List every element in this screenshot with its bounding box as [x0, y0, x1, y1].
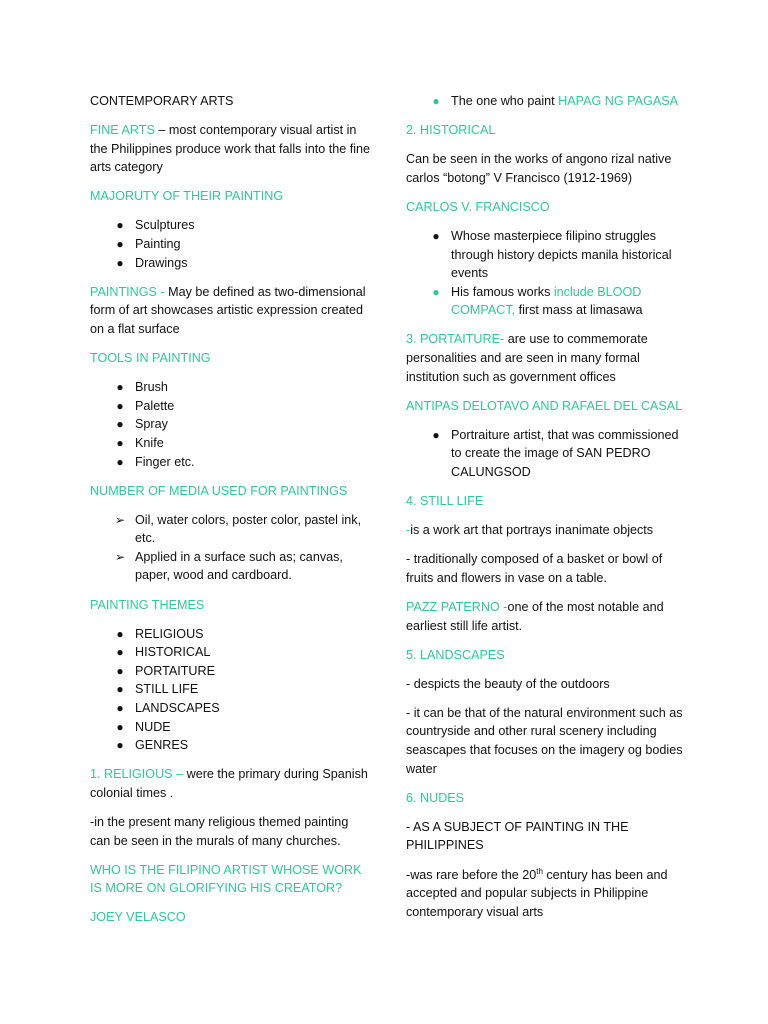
tools-heading: TOOLS IN PAINTING — [90, 351, 211, 366]
list-item — [116, 397, 372, 416]
nudes-text-2a: -was rare before the 20 — [406, 867, 537, 882]
bullet-icon: ● — [432, 94, 440, 108]
list-item — [116, 453, 372, 472]
themes-heading: PAINTING THEMES — [90, 597, 205, 612]
bullet-icon: ● — [432, 228, 440, 243]
list-item — [432, 92, 688, 111]
nudes-heading: 6. NUDES — [406, 790, 465, 805]
list-item — [116, 680, 372, 699]
portraiture-label: 3. PORTAITURE- — [406, 332, 508, 347]
list-item — [116, 736, 372, 755]
paintings-text: May be defined as two-dimensional form of art showcases artistic expression created on a flat surface — [90, 284, 366, 336]
antipas-heading: ANTIPAS DELOTAVO AND RAFAEL DEL CASAL — [406, 398, 683, 413]
pazz-label: PAZZ PATERNO - — [406, 599, 508, 614]
bullet-icon: ● — [116, 380, 124, 395]
list-item — [116, 434, 372, 453]
carlos-heading: CARLOS V. FRANCISCO — [406, 199, 550, 214]
religious-present-paragraph: -in the present many religious themed painting can be seen in the murals of many churches. — [90, 815, 349, 848]
arrow-bullet-icon: ➢ — [114, 549, 126, 564]
paintings-label: PAINTINGS - — [90, 284, 169, 299]
list-item — [114, 511, 372, 548]
fine-arts-text: – most contemporary visual artist in the Philippines produce work that falls into the fine arts category — [90, 123, 371, 175]
portraiture-text: are use to commemorate personalities and are seen in many formal institution such as government offices — [406, 332, 648, 384]
religious-paragraph — [90, 765, 372, 802]
majority-list — [90, 216, 372, 272]
portraiture-paragraph — [406, 330, 688, 386]
nudes-paragraph-2 — [406, 866, 688, 922]
pazz-paragraph — [406, 598, 688, 635]
list-item-text: HISTORICAL — [135, 645, 211, 660]
hapag-list — [406, 92, 688, 111]
bullet-icon: ● — [116, 738, 124, 753]
nudes-text-sup: th — [536, 866, 543, 876]
list-item — [116, 216, 372, 235]
list-item-text: Brush — [135, 380, 168, 395]
list-item — [116, 254, 372, 273]
right-column — [406, 92, 688, 932]
list-item — [116, 378, 372, 397]
bullet-icon: ● — [116, 417, 124, 432]
bullet-icon: ● — [116, 454, 124, 469]
bullet-icon: ● — [116, 435, 124, 450]
list-item — [116, 235, 372, 254]
list-item-text: Oil, water colors, poster color, pastel ink, etc. — [135, 512, 362, 546]
bullet-icon: ● — [116, 255, 124, 270]
bullet-icon: ● — [116, 663, 124, 678]
majority-heading: MAJORUTY OF THEIR PAINTING — [90, 189, 284, 204]
bullet-icon: ● — [432, 427, 440, 442]
bullet-icon: ● — [116, 682, 124, 697]
bullet-icon: ● — [116, 237, 124, 252]
list-item-text: Palette — [135, 398, 175, 413]
bullet-icon: ● — [116, 719, 124, 734]
list-item — [432, 283, 688, 320]
bullet-icon: ● — [116, 218, 124, 233]
list-item — [116, 415, 372, 434]
antipas-list — [406, 426, 688, 482]
bullet-icon: ● — [116, 398, 124, 413]
historical-paragraph: Can be seen in the works of angono rizal native carlos “botong” V Francisco (1912-1969) — [406, 152, 672, 185]
list-item-text: Applied in a surface such as; canvas, paper, wood and cardboard. — [135, 549, 343, 583]
themes-list — [90, 625, 372, 755]
list-item — [116, 699, 372, 718]
list-item-text: Knife — [135, 435, 164, 450]
answer-text: JOEY VELASCO — [90, 910, 186, 925]
list-item-text: Drawings — [135, 255, 188, 270]
list-item — [116, 718, 372, 737]
landscapes-paragraph-2: - it can be that of the natural environment such as countryside and other rural scenery including seascapes that focuses on the imagery og bodies water — [406, 705, 683, 776]
landscapes-heading: 5. LANDSCAPES — [406, 647, 505, 662]
fine-arts-paragraph — [90, 121, 372, 177]
nudes-paragraph-1: - AS A SUBJECT OF PAINTING IN THE PHILIPPINES — [406, 819, 629, 853]
bullet-icon: ● — [432, 284, 440, 299]
list-item-text: PORTAITURE — [135, 663, 216, 678]
carlos-item-text-b: include BLOOD COMPACT, — [451, 284, 642, 318]
carlos-list — [406, 227, 688, 320]
list-item — [116, 625, 372, 644]
fine-arts-label: FINE ARTS — [90, 123, 155, 138]
bullet-icon: ● — [116, 645, 124, 660]
paint-text: The one who paint — [451, 94, 559, 108]
list-item-text: Spray — [135, 417, 168, 432]
historical-heading: 2. HISTORICAL — [406, 123, 496, 138]
list-item-text: GENRES — [135, 738, 189, 753]
carlos-item-text-a: His famous works — [451, 284, 554, 299]
antipas-item-text: Portraiture artist, that was commissioned to create the image of SAN PEDRO CALUNGSOD — [451, 427, 679, 479]
paint-title: HAPAG NG PAGASA — [558, 94, 679, 108]
list-item-text: RELIGIOUS — [135, 626, 204, 641]
still-life-paragraph-2: - traditionally composed of a basket or bowl of fruits and flowers in vase on a table. — [406, 552, 663, 585]
list-item — [116, 643, 372, 662]
list-item — [432, 426, 688, 482]
question-heading: WHO IS THE FILIPINO ARTIST WHOSE WORK IS MORE ON GLORIFYING HIS CREATOR? — [90, 862, 362, 896]
list-item-text: Sculptures — [135, 218, 195, 233]
list-item — [116, 662, 372, 681]
still-life-heading: 4. STILL LIFE — [406, 494, 484, 509]
paintings-paragraph — [90, 283, 372, 339]
media-heading: NUMBER OF MEDIA USED FOR PAINTINGS — [90, 483, 348, 498]
carlos-item-text: Whose masterpiece filipino struggles through history depicts manila historical events — [451, 228, 672, 281]
list-item — [114, 548, 372, 585]
list-item — [432, 227, 688, 283]
carlos-item-text-c: first mass at limasawa — [515, 303, 643, 318]
list-item-text: LANDSCAPES — [135, 701, 220, 716]
religious-text: were the primary during Spanish colonial times . — [90, 767, 368, 800]
list-item-text: Finger etc. — [135, 454, 195, 469]
list-item-text: STILL LIFE — [135, 682, 199, 697]
nudes-text-2b: century has been and accepted and popular subjects in Philippine contemporary visual arts — [406, 867, 668, 919]
left-column — [90, 92, 372, 937]
list-item-text: NUDE — [135, 719, 171, 734]
media-list — [90, 511, 372, 585]
document-title: CONTEMPORARY ARTS — [90, 94, 234, 108]
still-life-text-1: is a work art that portrays inanimate objects — [410, 523, 654, 538]
religious-label: 1. RELIGIOUS – — [90, 767, 187, 782]
bullet-icon: ● — [116, 626, 124, 641]
tools-list — [90, 378, 372, 471]
list-item-text: Painting — [135, 237, 181, 252]
pazz-text: one of the most notable and earliest still life artist. — [406, 599, 664, 633]
landscapes-paragraph-1: - despicts the beauty of the outdoors — [406, 676, 610, 691]
still-life-paragraph-1 — [406, 521, 688, 540]
still-life-dash: - — [406, 523, 411, 538]
bullet-icon: ● — [116, 701, 124, 716]
arrow-bullet-icon: ➢ — [114, 512, 126, 527]
